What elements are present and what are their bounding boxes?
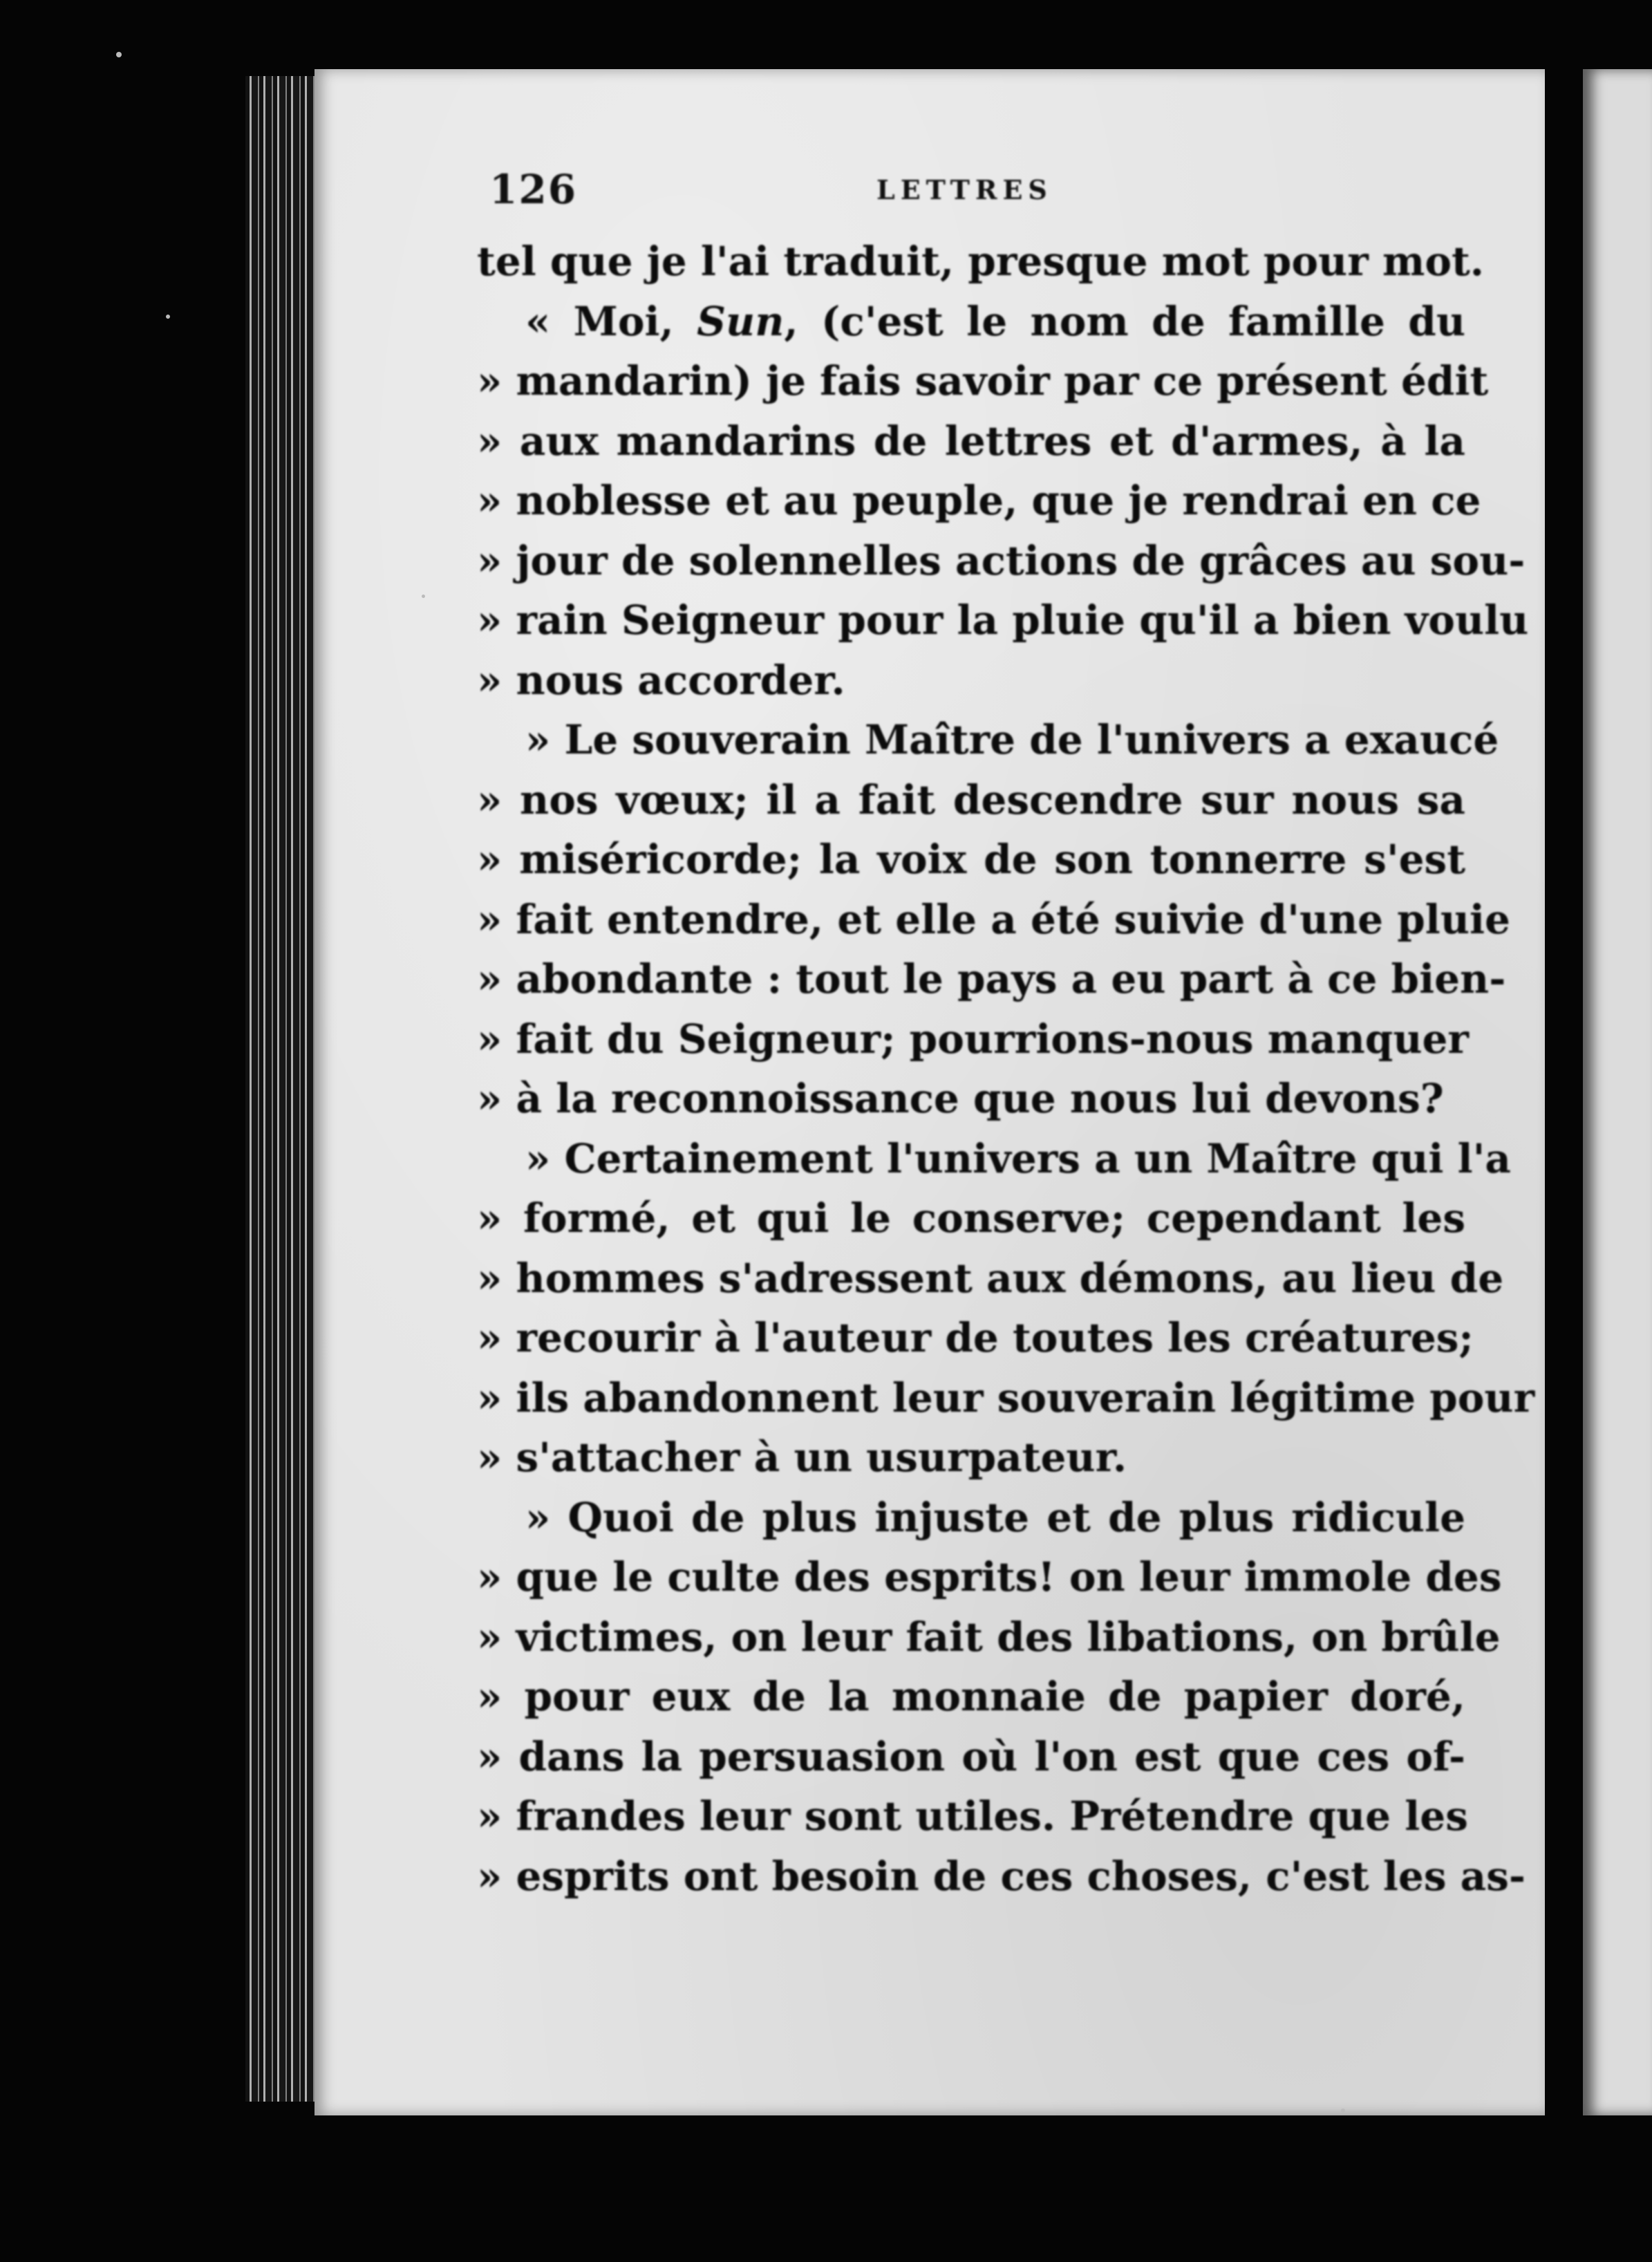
text-line: » Le souverain Maître de l'univers a exaucé — [525, 716, 1499, 763]
text-line: » nous accorder. — [477, 656, 845, 704]
text-line: tel que je l'ai traduit, presque mot pour mot. — [477, 238, 1484, 285]
text-line: » mandarin) je fais savoir par ce présent édit — [477, 357, 1489, 404]
text-line: » jour de solennelles actions de grâces au sou- — [477, 536, 1526, 584]
facing-page-edge — [1583, 69, 1652, 2115]
running-head: LETTRES — [876, 174, 1053, 205]
text-line: » rain Seigneur pour la pluie qu'il a bien voulu — [477, 597, 1529, 644]
text-line: » esprits ont besoin de ces choses, c'est les as- — [477, 1852, 1526, 1900]
book-binding-edge — [245, 76, 321, 2102]
text-line: » abondante : tout le pays a eu part à ce bien- — [477, 955, 1506, 1002]
text-line: » que le culte des esprits! on leur immole des — [477, 1553, 1502, 1600]
page-number: 126 — [489, 166, 578, 213]
text-line: » fait entendre, et elle a été suivie d'une pluie — [477, 895, 1510, 943]
text-line: » hommes s'adressent aux démons, au lieu de — [477, 1254, 1504, 1302]
text-line: « Moi, Sun, (c'est le nom de famille du — [525, 297, 1465, 345]
text-line: » victimes, on leur fait des libations, on brûle — [477, 1613, 1501, 1661]
text-line: » frandes leur sont utiles. Prétendre que les — [477, 1793, 1468, 1840]
text-line: » pour eux de la monnaie de papier doré, — [477, 1673, 1465, 1720]
text-line: » miséricorde; la voix de son tonnerre s'est — [477, 836, 1465, 883]
text-line: » fait du Seigneur; pourrions-nous manquer — [477, 1015, 1469, 1063]
text-line: » s'attacher à un usurpateur. — [477, 1434, 1127, 1481]
body-text — [477, 232, 1535, 1906]
text-line: » ils abandonnent leur souverain légitime pour — [477, 1374, 1535, 1421]
text-line: » Quoi de plus injuste et de plus ridicule — [525, 1493, 1465, 1541]
text-line: » nos vœux; il a fait descendre sur nous sa — [477, 776, 1465, 823]
text-line: » noblesse et au peuple, que je rendrai en ce — [477, 477, 1481, 524]
page-header — [489, 166, 1471, 228]
text-line: » dans la persuasion où l'on est que ces of- — [477, 1732, 1465, 1780]
text-line: » à la reconnoissance que nous lui devons? — [477, 1075, 1444, 1122]
text-line: » aux mandarins de lettres et d'armes, à la — [477, 417, 1465, 465]
text-line: » formé, et qui le conserve; cependant les — [477, 1195, 1465, 1242]
text-line: » recourir à l'auteur de toutes les créatures; — [477, 1314, 1474, 1361]
text-line: » Certainement l'univers a un Maître qui l'a — [525, 1134, 1512, 1182]
